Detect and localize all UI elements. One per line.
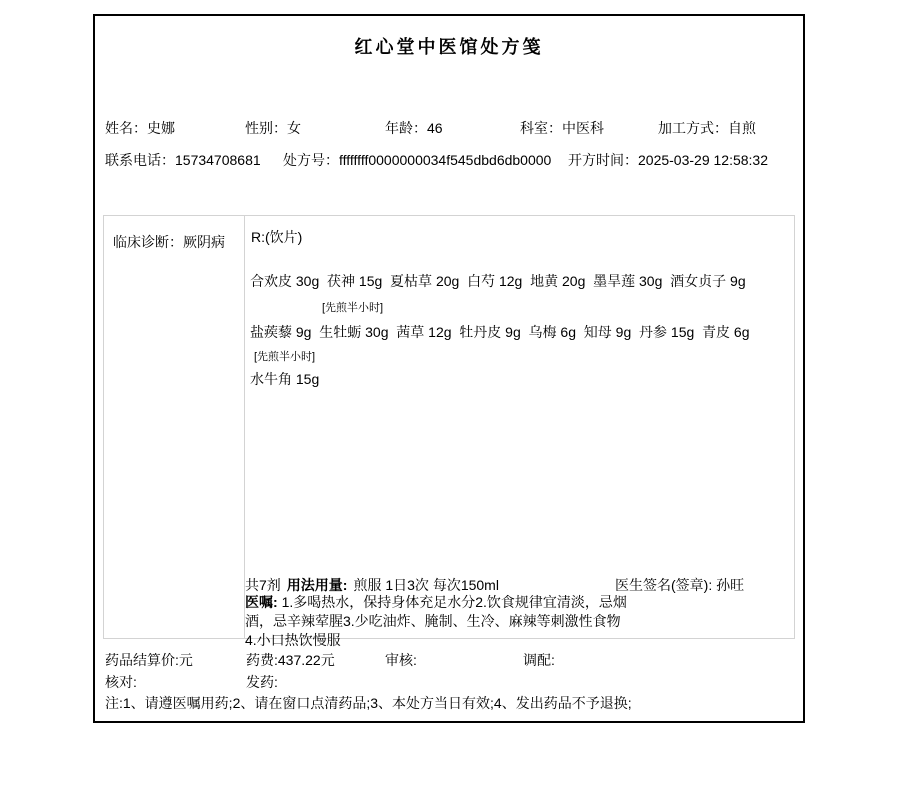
decoction-note: [先煎半小时] — [254, 351, 316, 363]
department-value: 中医科 — [562, 120, 604, 136]
prepare-label: 调配: — [523, 652, 555, 668]
document-title: 红心堂中医馆处方笺 — [354, 37, 544, 57]
diagnosis-field — [113, 232, 225, 252]
review-field — [385, 650, 417, 670]
patient-age-label: 年龄： — [385, 120, 427, 136]
advice-text: 1.多喝热水，保持身体充足水分2.饮食规律宜清淡，忌烟酒，忌辛辣荤腥3.少吃油炸、腌制、生冷、麻辣等刺激性食物4.小口热饮慢服 — [245, 594, 627, 648]
fee-label: 药费: — [246, 652, 278, 668]
fee-value: 437.22元 — [277, 652, 335, 668]
patient-age-value: 46 — [427, 120, 443, 136]
patient-gender-field — [245, 118, 301, 138]
patient-gender-label: 性别： — [245, 120, 287, 136]
diagnosis-label: 临床诊断： — [113, 234, 183, 250]
check-field — [105, 672, 137, 692]
processing-method-value: 自煎 — [728, 120, 756, 136]
settle-price-field — [105, 650, 193, 670]
footer-note: 注:1、请遵医嘱用药;2、请在窗口点清药品;3、本处方当日有效;4、发出药品不予退换; — [105, 695, 632, 711]
fee-field — [246, 650, 335, 670]
patient-age-field — [385, 118, 443, 138]
decoction-note: [先煎半小时] — [322, 302, 384, 314]
dose-count: 共7剂 — [245, 577, 281, 593]
dispense-field — [246, 672, 278, 692]
patient-name-field — [105, 118, 175, 138]
settle-price-value: 元 — [178, 652, 193, 668]
prescription-no-value: ffffffff0000000034f545dbd6db0000 — [339, 152, 552, 168]
phone-field — [105, 150, 261, 170]
rx-header: R:(饮片) — [251, 229, 303, 245]
prepare-field — [523, 650, 555, 670]
usage-row — [245, 575, 499, 595]
department-label: 科室： — [520, 120, 562, 136]
prescribe-time-label: 开方时间： — [568, 152, 638, 168]
doctor-signature-value: 孙旺 — [716, 577, 745, 593]
prescribe-time-field — [568, 150, 768, 170]
dispense-label: 发药: — [246, 674, 278, 690]
prescription-no-label: 处方号： — [283, 152, 339, 168]
herb-line: 盐蒺藜 9g 生牡蛎 30g 茜草 12g 牡丹皮 9g 乌梅 6g 知母 9g 丹参 15g 青皮 6g — [250, 324, 750, 340]
doctor-signature-label: 医生签名(签章): — [615, 577, 713, 593]
doctor-advice — [245, 593, 629, 650]
advice-label: 医嘱: — [245, 594, 278, 610]
usage-label: 用法用量: — [286, 577, 348, 593]
processing-method-field — [658, 118, 756, 138]
processing-method-label: 加工方式： — [658, 120, 728, 136]
patient-gender-value: 女 — [287, 120, 301, 136]
prescribe-time-value: 2025-03-29 12:58:32 — [638, 152, 768, 168]
prescription-no-field — [283, 150, 551, 170]
settle-price-label: 药品结算价: — [105, 652, 179, 668]
herb-line: 水牛角 15g — [250, 371, 320, 387]
phone-label: 联系电话： — [105, 152, 175, 168]
patient-name-label: 姓名： — [105, 120, 147, 136]
department-field — [520, 118, 604, 138]
patient-name-value: 史娜 — [147, 120, 175, 136]
review-label: 审核: — [385, 652, 417, 668]
herb-line: 合欢皮 30g 茯神 15g 夏枯草 20g 白芍 12g 地黄 20g 墨旱莲 30g 酒女贞子 9g — [250, 273, 746, 289]
phone-value: 15734708681 — [175, 152, 261, 168]
check-label: 核对: — [105, 674, 137, 690]
diagnosis-value: 厥阴病 — [183, 234, 225, 250]
usage-value: 煎服 1日3次 每次150ml — [353, 577, 499, 593]
doctor-signature-field — [615, 575, 744, 595]
